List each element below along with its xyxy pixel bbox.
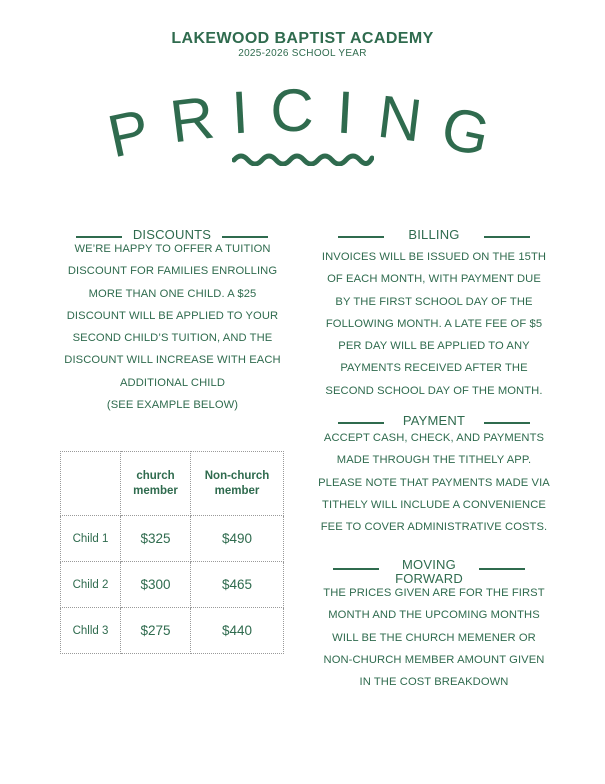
non-church-member-header: Non-church member [191, 452, 284, 516]
payment-rule-right [484, 422, 530, 424]
moving-forward-rule-right [479, 568, 525, 570]
billing-line: PAYMENTS RECEIVED AFTER THE [340, 362, 528, 375]
discounts-line: (SEE EXAMPLE BELOW) [106, 399, 239, 412]
discounts-line: MORE THAN ONE CHILD. A $25 [88, 287, 257, 300]
moving-forward-line: WILL BE THE CHURCH MEMENER OR [332, 631, 536, 644]
non-church-price: $440 [191, 608, 284, 654]
moving-forward-line: THE PRICES GIVEN ARE FOR THE FIRST [323, 587, 545, 599]
church-price: $325 [121, 516, 191, 562]
billing-text [300, 246, 568, 402]
moving-forward-text [298, 582, 570, 693]
discounts-line: WE’RE HAPPY TO OFFER A TUITION [74, 243, 271, 255]
pricing-letter-c: C [270, 77, 314, 144]
table-header-row [61, 452, 284, 516]
billing-line: INVOICES WILL BE ISSUED ON THE 15TH [321, 251, 547, 263]
church-price: $300 [121, 562, 191, 608]
wave-decoration-icon [232, 150, 374, 166]
table-row [61, 562, 284, 608]
billing-line: PER DAY WILL BE APPLIED TO ANY [338, 340, 530, 353]
payment-text [300, 427, 568, 538]
billing-rule-right [484, 236, 530, 238]
table-row [61, 516, 284, 562]
discounts-line: DISCOUNT FOR FAMILIES ENROLLING [67, 265, 278, 278]
payment-line: PLEASE NOTE THAT PAYMENTS MADE VIA [318, 476, 550, 489]
discounts-line: ADDITIONAL CHILD [120, 376, 225, 389]
billing-line: OF EACH MONTH, WITH PAYMENT DUE [327, 273, 541, 286]
table-row [61, 608, 284, 654]
pricing-title [0, 0, 605, 175]
pricing-letter-i: I [334, 78, 356, 147]
payment-line: ACCEPT CASH, CHECK, AND PAYMENTS [323, 432, 545, 444]
payment-line: FEE TO COVER ADMINISTRATIVE COSTS. [320, 521, 548, 534]
discounts-line: SECOND CHILD’S TUITION, AND THE [72, 332, 273, 345]
row-label: Chlld 3 [61, 608, 121, 654]
billing-heading: BILLING [408, 227, 460, 242]
moving-forward-heading-line: MOVING [402, 557, 456, 572]
moving-forward-rule-left [333, 568, 379, 570]
payment-line: TITHELY WILL INCLUDE A CONVENIENCE [322, 498, 546, 511]
payment-heading: PAYMENT [402, 413, 466, 428]
discounts-line: DISCOUNT WILL BE APPLIED TO YOUR [66, 309, 279, 322]
payment-rule-left [338, 422, 384, 424]
school-year: 2025-2026 SCHOOL YEAR [238, 48, 367, 59]
pricing-letter-i: I [229, 78, 251, 147]
price-table [60, 451, 284, 654]
moving-forward-line: IN THE COST BREAKDOWN [359, 676, 509, 689]
pricing-letter-r: R [166, 83, 218, 156]
non-church-price: $490 [191, 516, 284, 562]
moving-forward-heading-line: FORWARD [395, 571, 463, 586]
discounts-heading: DISCOUNTS [132, 227, 212, 242]
moving-forward-line: MONTH AND THE UPCOMING MONTHS [328, 609, 540, 622]
discounts-line: DISCOUNT WILL INCREASE WITH EACH [64, 354, 281, 367]
row-label: Child 1 [61, 516, 121, 562]
pricing-letter-p: P [102, 96, 156, 171]
billing-line: SECOND SCHOOL DAY OF THE MONTH. [325, 384, 543, 397]
payment-line: MADE THROUGH THE TITHELY APP. [336, 454, 532, 467]
billing-rule-left [338, 236, 384, 238]
row-label: Child 2 [61, 562, 121, 608]
church-member-header: church member [121, 452, 191, 516]
church-price: $275 [121, 608, 191, 654]
pricing-letter-g: G [435, 93, 496, 170]
billing-line: FOLLOWING MONTH. A LATE FEE OF $5 [325, 317, 543, 330]
discounts-text [40, 238, 305, 416]
table-corner-cell [61, 452, 121, 516]
pricing-letter-n: N [374, 82, 426, 155]
non-church-price: $465 [191, 562, 284, 608]
billing-line: BY THE FIRST SCHOOL DAY OF THE [335, 295, 533, 308]
school-name: LAKEWOOD BAPTIST ACADEMY [171, 30, 434, 47]
moving-forward-line: NON-CHURCH MEMBER AMOUNT GIVEN [323, 653, 545, 666]
